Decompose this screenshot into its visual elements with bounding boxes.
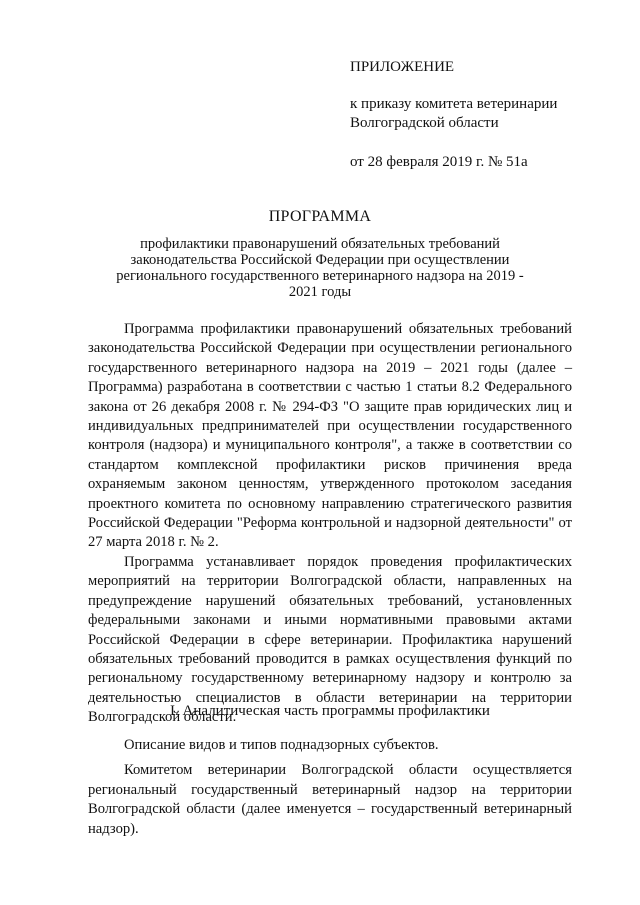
appendix-order-line1: к приказу комитета ветеринарии [350,96,558,112]
program-title: ПРОГРАММА [268,208,372,225]
section-intro: Описание видов и типов поднадзорных субъектов. [124,737,439,753]
section-heading: I. Аналитическая часть программы профилактики [170,703,490,719]
program-subtitle: профилактики правонарушений обязательных требований законодательства Российской Федерации при осуществлении регионального государственного ветеринарного надзора на 2019 - 2021 годы [116,236,524,300]
section-paragraph: Комитетом ветеринарии Волгоградской области осуществляется региональный государственный ветеринарный надзор на территории Волгоградской области (далее именуется – государственный ветеринарный надзор). [88,762,572,837]
appendix-order [350,95,610,133]
appendix-title: ПРИЛОЖЕНИЕ [350,59,455,75]
program-body [88,320,572,728]
appendix-order-line2: Волгоградской области [350,115,499,131]
appendix-block [350,58,610,172]
section-body [88,736,572,839]
paragraph: Программа профилактики правонарушений обязательных требований законодательства Российской Федерации при осуществлении регионального государственного ветеринарного надзора на 2019 – 2021 годы (далее – Программа) разработана в соответствии с частью 1 статьи 8.2 Федерального закона от 26 декабря 2008 г. № 294-ФЗ "О защите прав юридических лиц и индивидуальных предпринимателей при осуществлении государственного контроля (надзора) и муниципального контроля", а также в соответствии со стандартом комплексной профилактики рисков причинения вреда охраняемым законом ценностям, утвержденного протоколом заседания проектного комитета по основному направлению стратегического развития Российской Федерации "Реформа контрольной и надзорной деятельности" от 27 марта 2018 г. № 2. [88,321,572,551]
paragraph: Программа устанавливает порядок проведения профилактических мероприятий на территории Волгоградской области, направленных на предупреждение нарушений обязательных требований, установленных федеральными законами и иными нормативными правовыми актами Российской Федерации в сфере ветеринарии. Профилактика нарушений обязательных требований проводится в рамках осуществления функций по региональному государственному ветеринарному надзору и контролю за деятельностью специалистов в области ветеринарии на территории Волгоградской области. [88,553,572,726]
appendix-date: от 28 февраля 2019 г. № 51а [350,154,528,170]
